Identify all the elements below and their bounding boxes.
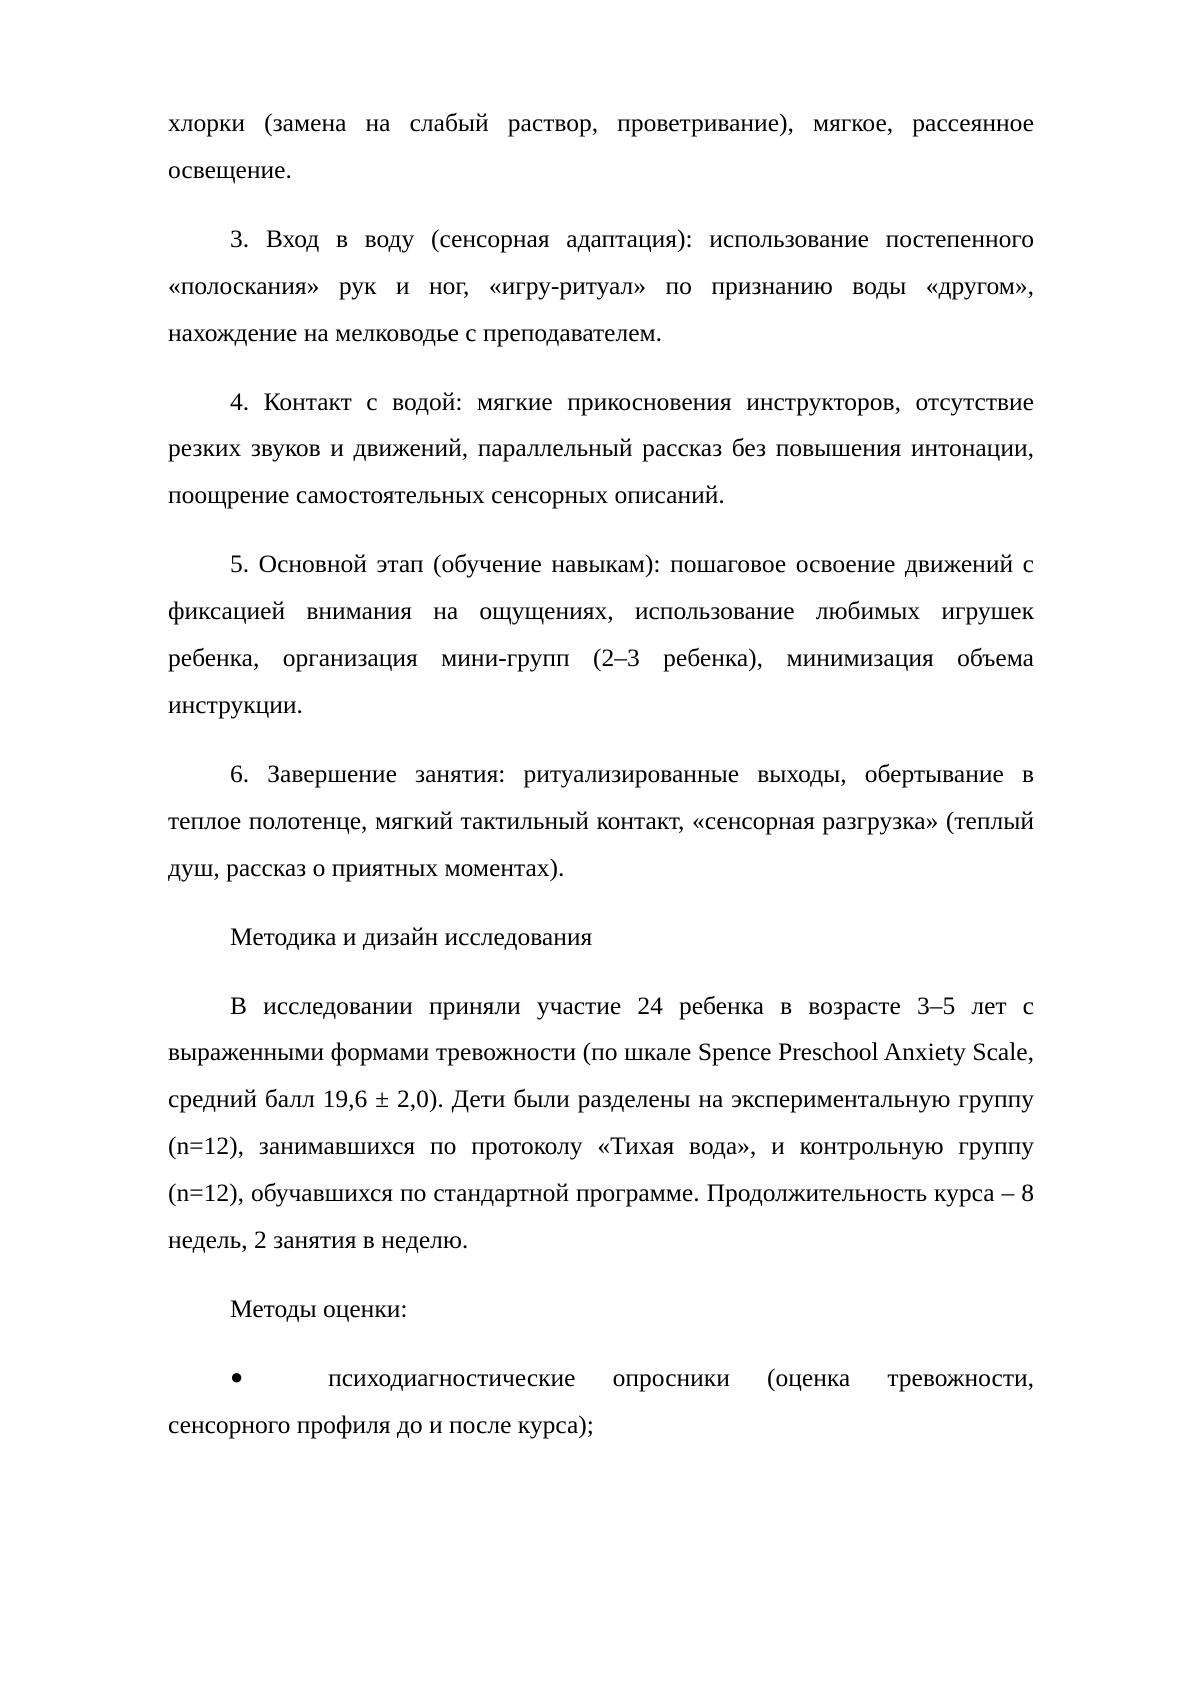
paragraph-spacer — [168, 1264, 1034, 1286]
paragraph-item-4: 4. Контакт с водой: мягкие прикосновения инструкторов, отсутствие резких звуков и движений, параллельный рассказ без повышения интонации, поощрение самостоятельных сенсорных описаний. — [168, 386, 1034, 510]
list-item — [168, 1355, 1034, 1449]
document-body — [168, 100, 1034, 1449]
paragraph-study-description: В исследовании приняли участие 24 ребенка в возрасте 3–5 лет с выраженными формами тревожности (по шкале Spence Preschool Anxiety Scale, средний балл 19,6 ± 2,0). Дети были разделены на экспериментальную группу (n=12), занимавшихся по протоколу «Тихая вода», и контрольную группу (n=12), обучавшихся по стандартной программе. Продолжительность курса – 8 недель, 2 занятия в неделю. — [168, 990, 1034, 1255]
list-item-label: психодиагностические опросники (оценка тревожности, сенсорного профиля до и после курса); — [168, 1362, 1034, 1439]
paragraph-spacer — [168, 961, 1034, 983]
bullet-icon: ● — [230, 1363, 275, 1389]
paragraph-spacer — [168, 729, 1034, 751]
paragraph-spacer — [168, 357, 1034, 379]
paragraph-spacer — [168, 519, 1034, 541]
paragraph-item-5: 5. Основной этап (обучение навыкам): пошаговое освоение движений с фиксацией внимания на ощущениях, использование любимых игрушек ребенка, организация мини-групп (2–3 ребенка), минимизация объема инструкции. — [168, 549, 1034, 719]
paragraph-spacer — [168, 194, 1034, 216]
paragraph-spacer — [168, 1333, 1034, 1355]
paragraph-spacer — [168, 892, 1034, 914]
paragraph-continuation: хлорки (замена на слабый раствор, проветривание), мягкое, рассеянное освещение. — [168, 108, 1034, 184]
heading-methodology: Методика и дизайн исследования — [230, 921, 593, 951]
paragraph-item-6: 6. Завершение занятия: ритуализированные выходы, обертывание в теплое полотенце, мягкий тактильный контакт, «сенсорная разгрузка» (теплый душ, рассказ о приятных моментах). — [168, 758, 1034, 882]
label-assessment-methods: Методы оценки: — [230, 1293, 408, 1323]
paragraph-item-3: 3. Вход в воду (сенсорная адаптация): использование постепенного «полоскания» рук и ног, «игру-ритуал» по признанию воды «другом», нахождение на мелководье с преподавателем. — [168, 223, 1034, 347]
